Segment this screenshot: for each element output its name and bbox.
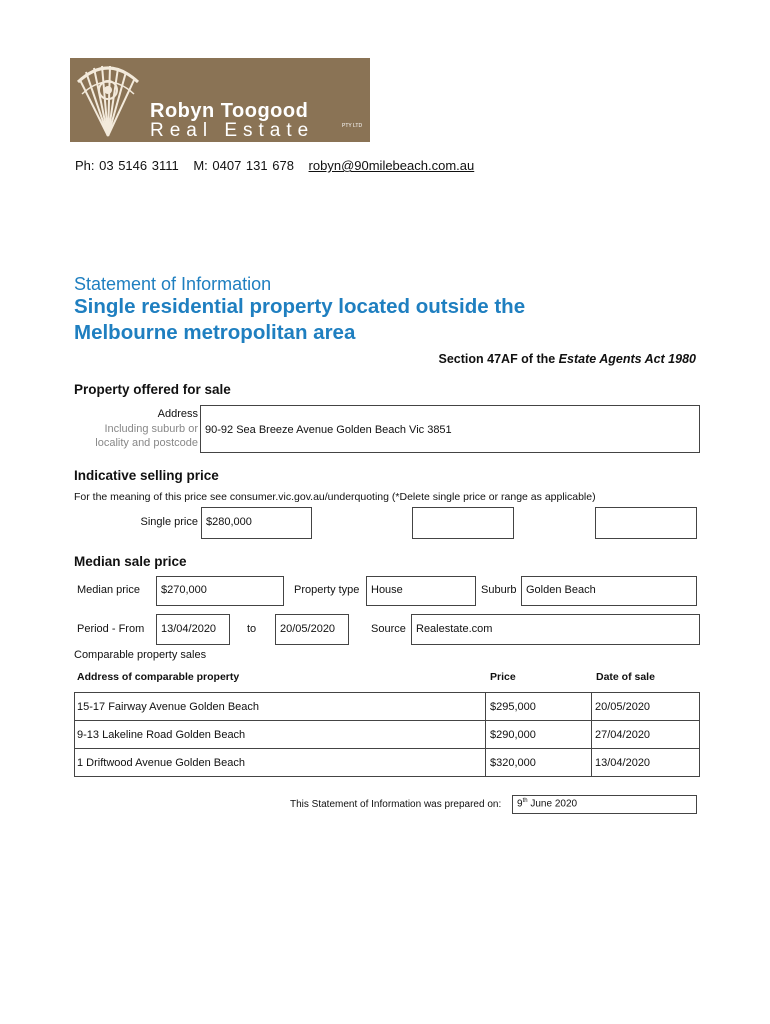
contact-line — [75, 158, 484, 173]
prepared-label: This Statement of Information was prepared on: — [290, 799, 502, 810]
logo-name: Robyn Toogood — [150, 100, 309, 122]
statement-heading: Statement of Information — [74, 274, 272, 294]
to-label: to — [247, 623, 257, 635]
period-from-field[interactable] — [156, 614, 230, 645]
logo-subtitle: Real Estate — [150, 120, 315, 141]
row-price: $320,000 — [490, 757, 536, 769]
property-type-label: Property type — [294, 584, 360, 596]
col-price-header: Price — [490, 671, 516, 683]
company-logo — [70, 58, 370, 142]
median-price-value: $270,000 — [161, 584, 207, 596]
address-value: 90-92 Sea Breeze Avenue Golden Beach Vic 3851 — [205, 424, 452, 436]
period-to-value: 20/05/2020 — [280, 623, 336, 635]
range-high-field[interactable] — [595, 507, 697, 539]
table-row — [74, 692, 700, 721]
row-date: 20/05/2020 — [595, 701, 651, 713]
property-type-field[interactable] — [366, 576, 476, 606]
section-reference — [439, 352, 696, 366]
period-from-label: Period - From — [77, 623, 145, 635]
single-price-value: $280,000 — [206, 516, 252, 528]
row-address: 15-17 Fairway Avenue Golden Beach — [77, 701, 260, 713]
document-title: Single residential property located outside the Melbourne metropolitan area — [74, 295, 526, 344]
property-type-value: House — [371, 584, 403, 596]
suburb-value: Golden Beach — [526, 584, 596, 596]
row-date: 13/04/2020 — [595, 757, 651, 769]
period-from-value: 13/04/2020 — [161, 623, 217, 635]
median-heading: Median sale price — [74, 554, 187, 569]
comparable-heading: Comparable property sales — [74, 649, 207, 661]
col-address-header: Address of comparable property — [77, 671, 240, 683]
period-to-field[interactable] — [275, 614, 349, 645]
row-date: 27/04/2020 — [595, 729, 651, 741]
source-label: Source — [371, 623, 406, 635]
range-low-field[interactable] — [412, 507, 514, 539]
prepared-date-field[interactable] — [512, 795, 697, 814]
suburb-field[interactable] — [521, 576, 697, 606]
row-address: 9-13 Lakeline Road Golden Beach — [77, 729, 246, 741]
email-link[interactable]: robyn@90milebeach.com.au — [308, 158, 475, 173]
section-prefix: Section 47AF of the — [438, 352, 559, 366]
address-label: Address — [157, 408, 198, 420]
median-price-label: Median price — [77, 584, 140, 596]
mobile-number: M: 0407 131 678 — [193, 158, 294, 173]
logo-pty: PTY LTD — [342, 123, 363, 129]
prepared-month-year: June 2020 — [527, 798, 578, 810]
row-price: $295,000 — [490, 701, 536, 713]
source-field[interactable] — [411, 614, 700, 645]
table-row — [74, 748, 700, 777]
phone-number: Ph: 03 5146 3111 — [75, 158, 179, 173]
suburb-label: Suburb — [481, 584, 517, 596]
table-row — [74, 720, 700, 749]
property-heading: Property offered for sale — [74, 382, 231, 397]
col-date-header: Date of sale — [596, 671, 655, 683]
act-name: Estate Agents Act 1980 — [558, 352, 696, 366]
indicative-heading: Indicative selling price — [74, 468, 219, 483]
address-field[interactable] — [200, 405, 700, 453]
single-price-label: Single price — [140, 516, 198, 528]
indicative-note: For the meaning of this price see consumer.vic.gov.au/underquoting (*Delete single price or range as applicable) — [74, 491, 596, 503]
single-price-field[interactable] — [201, 507, 312, 539]
row-address: 1 Driftwood Avenue Golden Beach — [77, 757, 245, 769]
shell-logo-icon — [72, 60, 144, 140]
median-price-field[interactable] — [156, 576, 284, 606]
row-price: $290,000 — [490, 729, 536, 741]
address-hint-1: Including suburb or — [104, 423, 198, 435]
source-value: Realestate.com — [416, 623, 493, 635]
prepared-day-suffix: th — [522, 798, 528, 804]
address-hint-2: locality and postcode — [95, 437, 198, 449]
prepared-day: 9 — [517, 798, 523, 810]
